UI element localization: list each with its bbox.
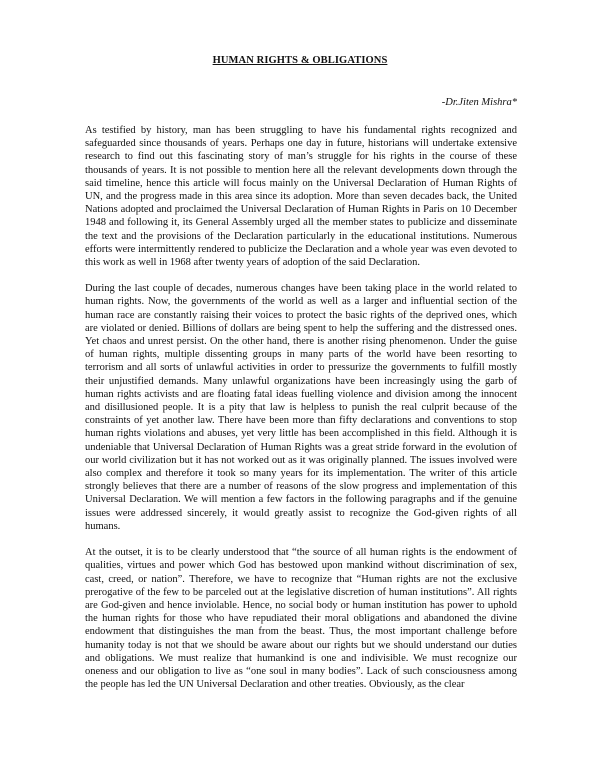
paragraph-1: As testified by history, man has been struggling to have his fundamental rights recognized and safeguarded since thousands of years. Perhaps one day in future, historians will undertake extensive research to find out this fascinating story of man’s struggle for his rights in the course of these thousands of years. It is not possible to mention here all the relevant developments down through the said timeline, hence this article will focus mainly on the Universal Declaration of Human Rights of UN, and the progress made in this area since its adoption. More than seven decades back, the United Nations adopted and proclaimed the Universal Declaration of Human Rights in Paris on 10 December 1948 and following it, its General Assembly urged all the member states to publicize and disseminate the text and the provisions of the Declaration particularly in the educational institutions. Numerous efforts were intermittently rendered to publicize the Declaration and a whole year was even devoted to this work as well in 1968 after twenty years of adoption of the said Declaration. [85, 125, 517, 269]
paragraph-3: At the outset, it is to be clearly understood that “the source of all human rights is the endowment of qualities, virtues and power which God has bestowed upon mankind without discrimination of sex, cast, creed, or nation”. Therefore, we have to recognize that “Human rights are not the exclusive prerogative of the few to be parceled out at the legislative discretion of human institutions”. All rights are God-given and hence inviolable. Hence, no social body or human institution has power to uphold the human rights for those who have repudiated their moral obligations and abandoned the divine endowment that distinguishes the man from the beast. Thus, the most important challenge before humanity today is not that we should be aware about our rights but we should understand our duties and obligations. We must realize that humankind is one and indivisible. We must recognize our oneness and our obligation to live as “one soul in many bodies”. Lack of such consciousness among the people has led the UN Universal Declaration and other treaties. Obviously, as the clear [85, 547, 517, 691]
article-body [85, 124, 517, 704]
document-title: HUMAN RIGHTS & OBLIGATIONS [212, 55, 388, 66]
paragraph-2: During the last couple of decades, numerous changes have been taking place in the world related to human rights. Now, the governments of the world as well as a larger and influential section of the human race are constantly raising their voices to protect the basic rights of the deprived ones, which are violated or denied. Billions of dollars are being spent to help the suffering and the distressed ones. Yet chaos and unrest persist. On the other hand, there is another rising phenomenon. Under the guise of human rights, multiple dissenting groups in many parts of the world have been resorting to terrorism and all sorts of unlawful activities in order to pressurize the governments to fulfill mostly their unjustified demands. Many unlawful organizations have been increasingly using the garb of human rights activists and are floating fatal ideas fuelling violence and division among the innocent and disillusioned people. It is a pity that law is helpless to punish the real culprit because of the constraints of yet another law. There have been more than fifty declarations and conventions to stop human rights violations and abuses, yet very little has been accomplished in this field. Although it is undeniable that Universal Declaration of Human Rights was a great stride forward in the evolution of our world civilization but it has not worked out as it was originally planned. The issues involved were also complex and therefore it took so many years for its implementation. The writer of this article strongly believes that there are a number of reasons of the slow progress and implementation of this Universal Declaration. We will mention a few factors in the following paragraphs and if the genuine issues were addressed sincerely, it would greatly assist to recognize the God-given rights of all humans. [85, 283, 517, 532]
author-byline: -Dr.Jiten Mishra* [441, 97, 517, 108]
